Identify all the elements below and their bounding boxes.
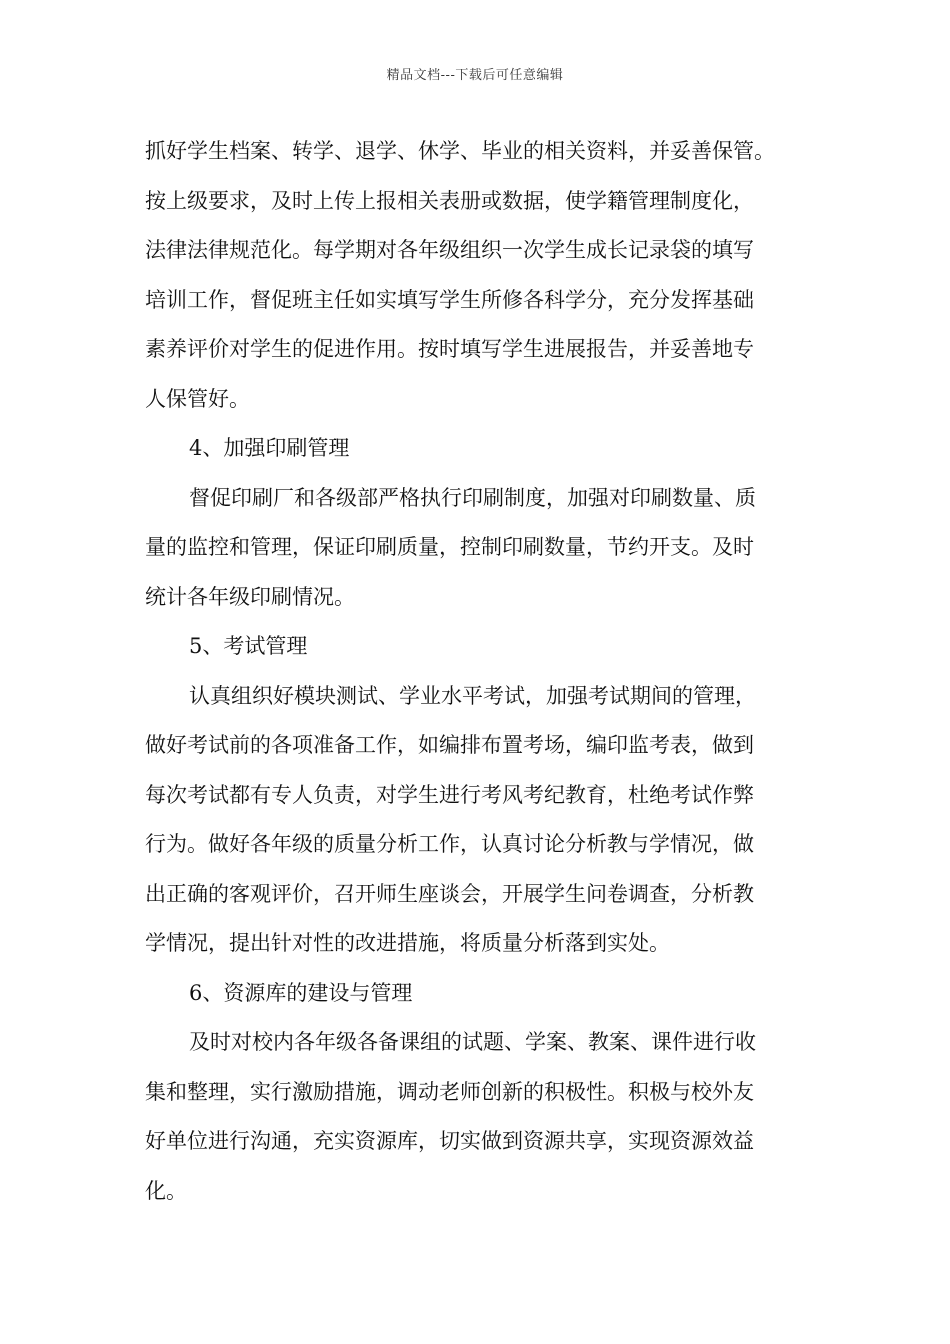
text-line: 法律法律规范化。每学期对各年级组织一次学生成长记录袋的填写 <box>145 238 754 262</box>
text-line: 培训工作，督促班主任如实填写学生所修各科学分，充分发挥基础 <box>145 287 754 312</box>
paragraph-start-line: 及时对校内各年级各备课组的试题、学案、教案、课件进行收 <box>189 1030 756 1054</box>
paragraph-start-line: 认真组织好模块测试、学业水平考试，加强考试期间的管理， <box>189 683 756 708</box>
paragraph-start-line: 4、加强印刷管理 <box>189 436 350 460</box>
text-line: 化。 <box>145 1178 187 1203</box>
document-body <box>145 127 815 1216</box>
text-line: 学情况，提出针对性的改进措施，将质量分析落到实处。 <box>145 931 670 955</box>
text-line: 统计各年级印刷情况。 <box>145 584 355 609</box>
page-header: 精品文档---下载后可任意编辑 <box>386 68 564 83</box>
text-line: 好单位进行沟通，充实资源库，切实做到资源共享，实现资源效益 <box>145 1129 754 1153</box>
text-line: 出正确的客观评价，召开师生座谈会，开展学生问卷调查，分析教 <box>145 881 754 906</box>
paragraph-start-line: 督促印刷厂和各级部严格执行印刷制度，加强对印刷数量、质 <box>189 485 756 510</box>
paragraph-start-line: 6、资源库的建设与管理 <box>189 980 413 1005</box>
text-line: 集和整理，实行激励措施，调动老师创新的积极性。积极与校外友 <box>145 1079 754 1104</box>
text-line: 按上级要求，及时上传上报相关表册或数据，使学籍管理制度化， <box>145 188 754 213</box>
paragraph-start-line: 5、考试管理 <box>189 634 308 658</box>
text-line: 素养评价对学生的促进作用。按时填写学生进展报告，并妥善地专 <box>145 337 754 361</box>
text-line: 人保管好。 <box>145 386 250 411</box>
text-line: 做好考试前的各项准备工作，如编排布置考场，编印监考表，做到 <box>145 733 754 757</box>
text-line: 每次考试都有专人负责，对学生进行考风考纪教育，杜绝考试作弊 <box>145 782 754 807</box>
text-line: 抓好学生档案、转学、退学、休学、毕业的相关资料，并妥善保管。 <box>145 139 775 163</box>
text-line: 量的监控和管理，保证印刷质量，控制印刷数量，节约开支。及时 <box>145 535 754 559</box>
text-line: 行为。做好各年级的质量分析工作，认真讨论分析教与学情况，做 <box>145 832 754 856</box>
